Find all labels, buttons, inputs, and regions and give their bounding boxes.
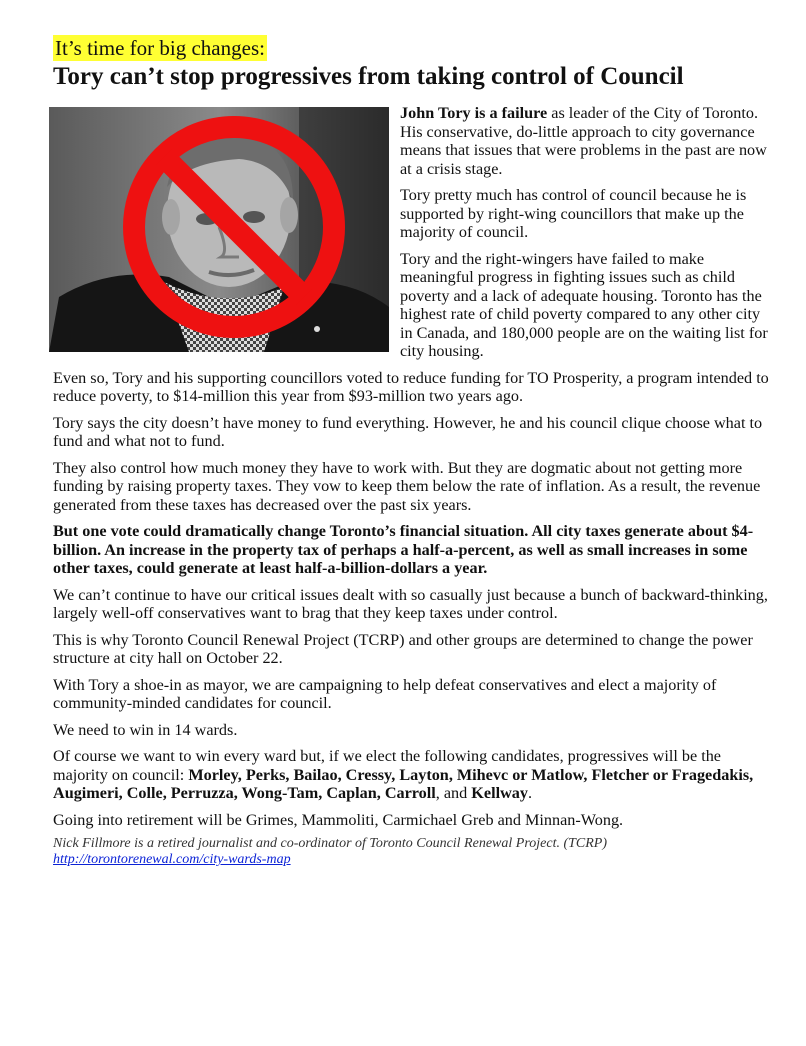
paragraph-11: We need to win in 14 wards. [53,720,238,739]
paragraph-4: Even so, Tory and his supporting councillors voted to reduce funding for TO Prosperity, a program intended to reduce poverty, to $14-million this year from $93-million two years ago. [53,368,769,405]
paragraph-7-bold: But one vote could dramatically change Toronto’s financial situation. All city taxes generate about $4-billion. An increase in the property tax of perhaps a half-a-percent, as well as small increases in some other taxes, could generate at least half-a-billion-dollars a year. [53,522,754,577]
candidate-names: Morley, Perks, Bailao, Cressy, Layton, Mihevc or Matlow, Fletcher or Fragedakis, Augimeri, Colle, Perruzza, Wong-Tam, Caplan, Carroll [53,765,754,802]
paragraph-13: Going into retirement will be Grimes, Mammoliti, Carmichael Greb and Minnan-Wong. [53,810,624,829]
paragraph-12 [53,747,769,803]
paragraph-12-text: Of course we want to win every ward but, if we elect the following candidates, progressives will be the majority on council: [53,747,721,784]
paragraph-5: Tory says the city doesn’t have money to fund everything. However, he and his council clique choose what to fund and what not to fund. [53,413,763,450]
lead-phrase: John Tory is a failure [400,104,548,122]
portrait-photo [49,107,389,352]
footer [53,836,769,868]
paragraph-3: Tory and the right-wingers have failed to make meaningful progress in fighting issues such as child poverty and a lack of adequate housing. Toronto has the highest rate of child poverty compared to any other city in Canada, and 180,000 people are on the waiting list for city housing. [400,249,768,360]
paragraph-12-and: , and [435,784,472,802]
paragraph-10: With Tory a shoe-in as mayor, we are campaigning to help defeat conservatives and elect a majority of community-minded candidates for council. [53,675,717,712]
paragraph-8: We can’t continue to have our critical issues dealt with so casually just because a bunch of backward-thinking, largely well-off conservatives want to brag that they keep taxes under control. [53,585,768,622]
paragraph-6: They also control how much money they have to work with. But they are dogmatic about not getting more funding by raising property taxes. They vow to keep them below the rate of inflation. As a result, the revenue generated from these taxes has decreased over the past six years. [53,458,761,514]
portrait-illustration [49,107,389,352]
kicker: It’s time for big changes: [55,36,265,60]
headline: Tory can’t stop progressives from taking control of Council [53,63,684,90]
paragraph-2: Tory pretty much has control of council because he is supported by right-wing councillors that make up the majority of council. [400,186,747,241]
wards-map-link[interactable]: http://torontorenewal.com/city-wards-map [53,852,291,867]
byline: Nick Fillmore is a retired journalist and co-ordinator of Toronto Council Renewal Project. (TCRP) [53,836,608,851]
candidate-last: Kellway [471,784,528,802]
paragraph-1-text: as leader of the City of Toronto. His conservative, do-little approach to city governance means that issues that were problems in the past are now at a crisis stage. [400,104,767,178]
paragraph-9: This is why Toronto Council Renewal Project (TCRP) and other groups are determined to change the power structure at city hall on October 22. [53,630,753,667]
paragraph-12-end: . [527,784,532,802]
